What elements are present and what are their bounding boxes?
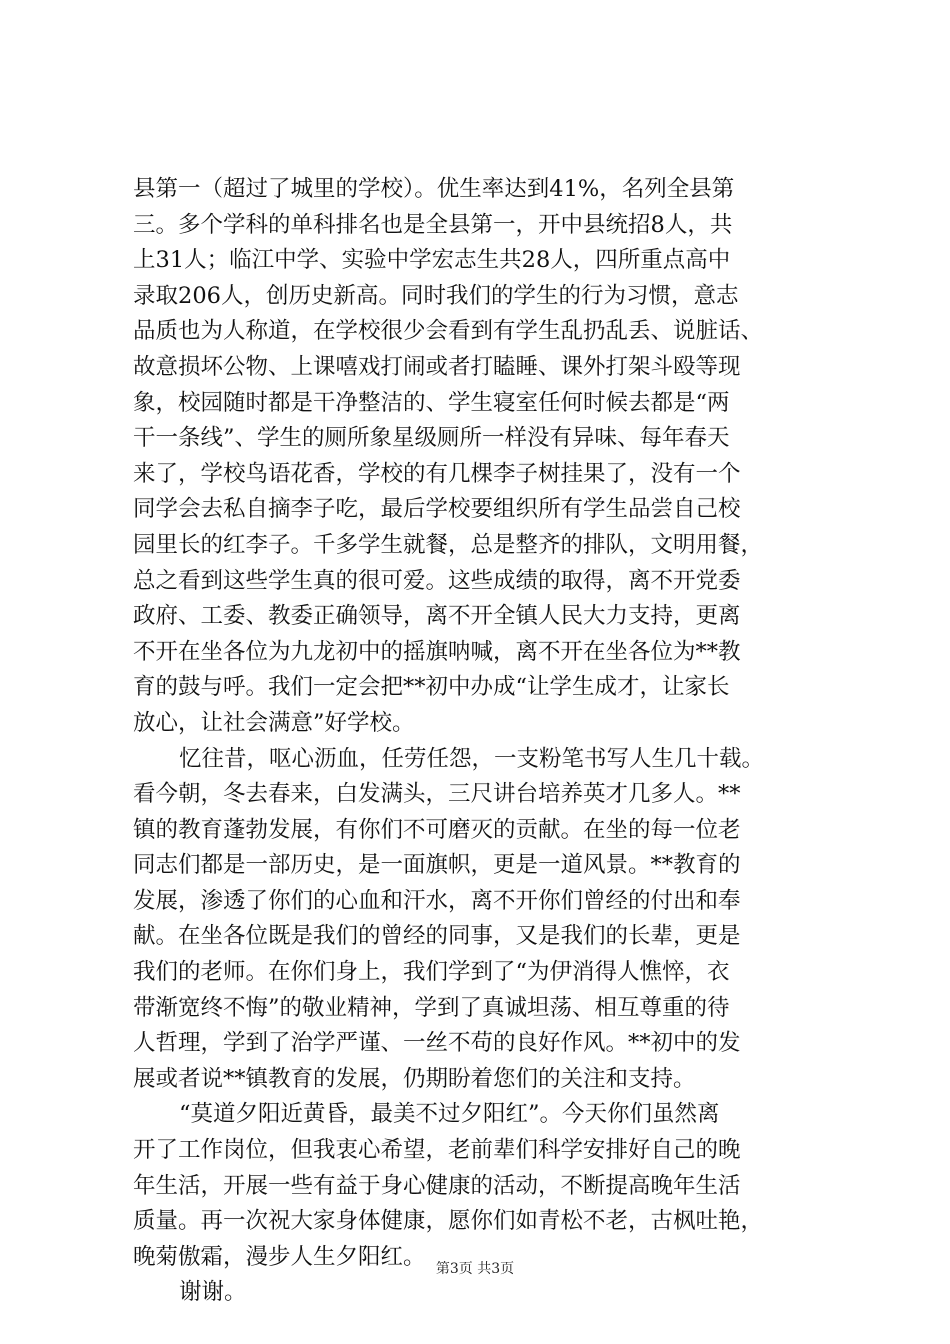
page-number: 第3页 共3页 <box>435 1261 515 1277</box>
text-line: 政府、工委、教委正确领导，离不开全镇人民大力支持，更离 <box>133 603 741 630</box>
text-line: 县第一（超过了城里的学校）。优生率达到41%，名列全县第 <box>133 176 735 202</box>
paragraph-start-line: “莫道夕阳近黄昏，最美不过夕阳红”。今天你们虽然离 <box>179 1101 720 1128</box>
text-line: 来了，学校鸟语花香，学校的有几棵李子树挂果了，没有一个 <box>133 460 741 487</box>
text-line: 总之看到这些学生真的很可爱。这些成绩的取得，离不开党委 <box>133 567 741 594</box>
text-line: 发展，渗透了你们的心血和汗水，离不开你们曾经的付出和奉 <box>133 887 741 914</box>
text-line: 故意损坏公物、上课嘻戏打闹或者打瞌睡、课外打架斗殴等现 <box>133 353 741 380</box>
text-line: 同学会去私自摘李子吃，最后学校要组织所有学生品尝自己校 <box>133 496 741 523</box>
text-line: 展或者说**镇教育的发展，仍期盼着您们的关注和支持。 <box>133 1065 696 1092</box>
text-line: 品质也为人称道，在学校很少会看到有学生乱扔乱丢、说脏话、 <box>133 318 764 345</box>
text-line: 三。多个学科的单科排名也是全县第一，开中县统招8人，共 <box>133 211 733 238</box>
text-line: 同志们都是一部历史，是一面旗帜，更是一道风景。**教育的 <box>133 852 741 879</box>
text-line: 育的鼓与呼。我们一定会把**初中办成“让学生成才，让家长 <box>133 674 730 701</box>
text-line: 晚菊傲霜，漫步人生夕阳红。 <box>133 1243 426 1270</box>
text-line: 质量。再一次祝大家身体健康，愿你们如青松不老，古枫吐艳， <box>133 1208 764 1235</box>
text-line: 放心，让社会满意”好学校。 <box>133 709 415 736</box>
text-line: 不开在坐各位为九龙初中的摇旗呐喊，离不开在坐各位为**教 <box>133 638 741 665</box>
text-line: 园里长的红李子。千多学生就餐，总是整齐的排队，文明用餐， <box>133 531 764 558</box>
text-line: 看今朝，冬去春来，白发满头，三尺讲台培养英才几多人。** <box>133 781 741 808</box>
closing-line: 谢谢。 <box>179 1279 247 1306</box>
text-line: 献。在坐各位既是我们的曾经的同事，又是我们的长辈，更是 <box>133 923 741 950</box>
page-footer <box>0 1260 950 1278</box>
text-line: 开了工作岗位，但我衷心希望，老前辈们科学安排好自己的晚 <box>133 1137 741 1164</box>
text-line: 我们的老师。在你们身上，我们学到了“为伊消得人憔悴，衣 <box>133 959 730 986</box>
text-line: 干一条线”、学生的厕所象星级厕所一样没有异味、每年春天 <box>133 425 730 452</box>
text-line: 镇的教育蓬勃发展，有你们不可磨灭的贡献。在坐的每一位老 <box>133 816 741 843</box>
text-line: 录取206人，创历史新高。同时我们的学生的行为习惯，意志 <box>133 282 739 309</box>
body-text <box>133 172 853 1311</box>
text-line: 人哲理，学到了治学严谨、一丝不苟的良好作风。**初中的发 <box>133 1030 741 1057</box>
text-line: 带渐宽终不悔”的敬业精神，学到了真诚坦荡、相互尊重的待 <box>133 994 730 1021</box>
text-line: 年生活，开展一些有益于身心健康的活动，不断提高晚年生活 <box>133 1172 741 1199</box>
text-line: 上31人；临江中学、实验中学宏志生共28人，四所重点高中 <box>133 247 731 274</box>
text-line: 象，校园随时都是干净整洁的、学生寝室任何时候去都是“两 <box>133 389 730 416</box>
paragraph-start-line: 忆往昔，呕心沥血，任劳任怨，一支粉笔书写人生几十载。 <box>179 745 765 772</box>
